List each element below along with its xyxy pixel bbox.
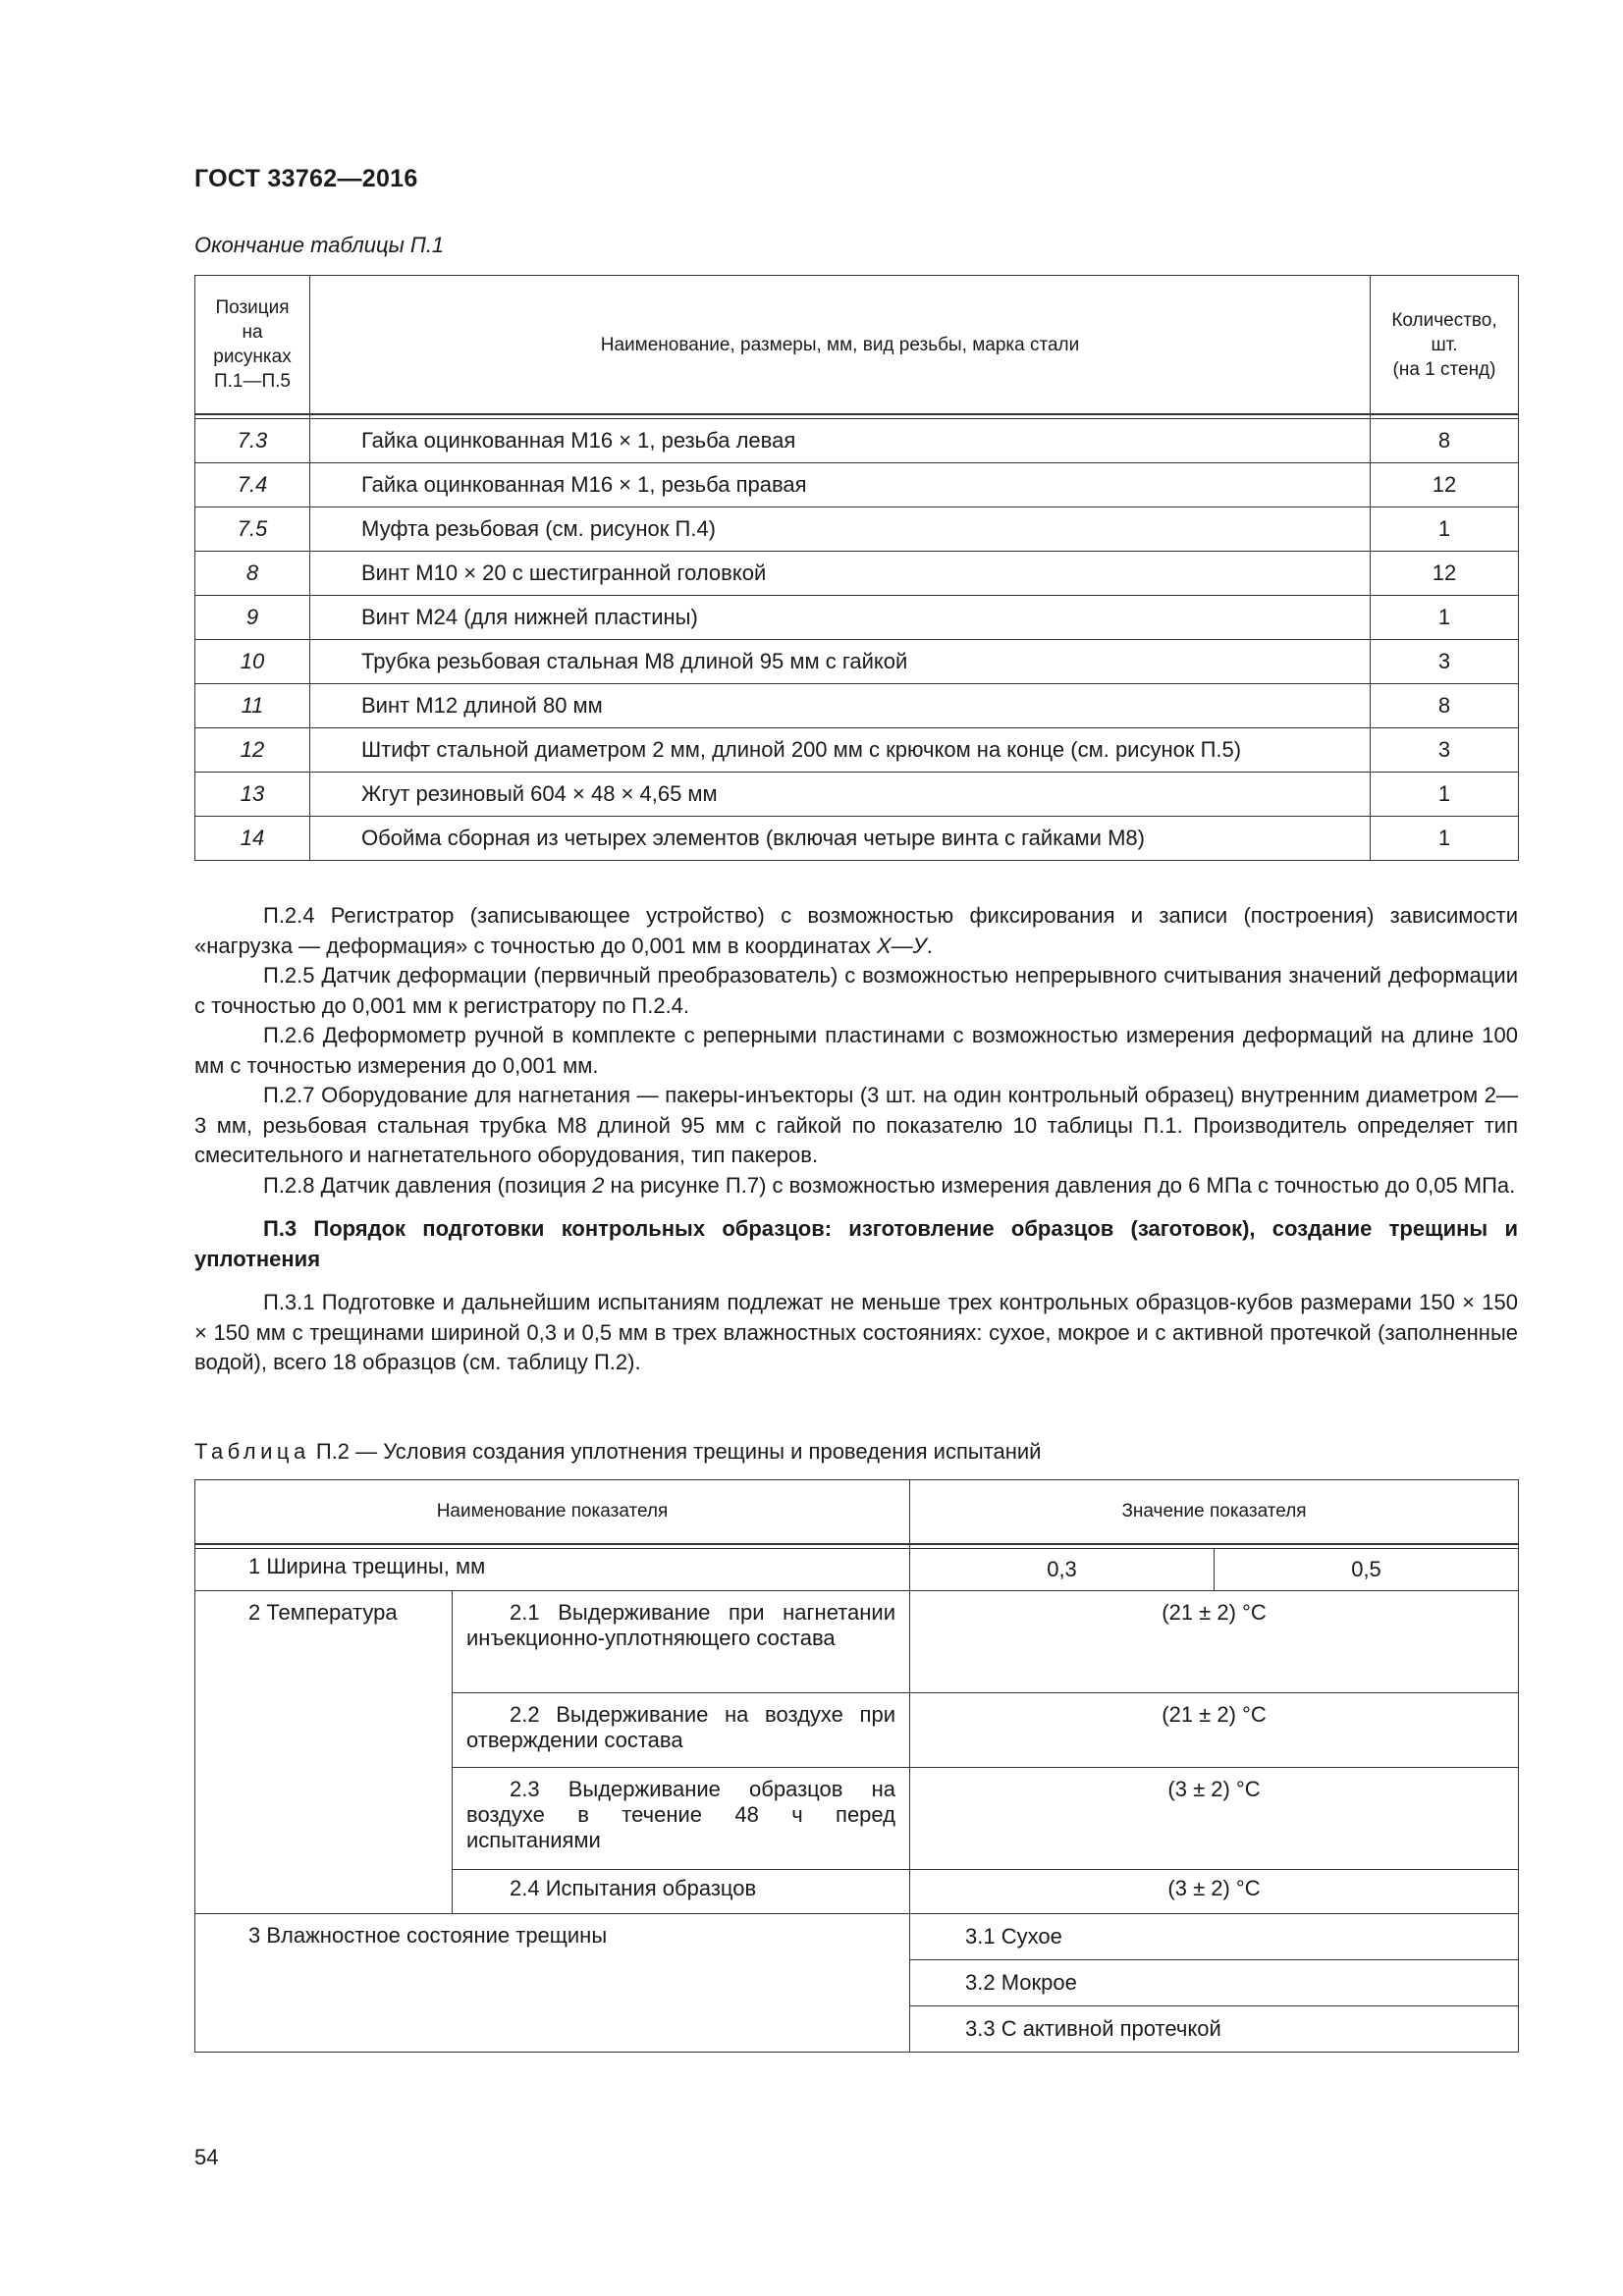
table-row xyxy=(195,1549,1519,1591)
row-name: Гайка оцинкованная М16 × 1, резьба правая xyxy=(310,463,1371,507)
table-header-row xyxy=(195,1480,1519,1545)
temperature-condition: 2.3 Выдерживание образцов на воздухе в течение 48 ч перед испытаниями xyxy=(453,1768,910,1870)
table-header-row xyxy=(195,276,1519,415)
row-position: 7.5 xyxy=(195,507,310,552)
column-header-indicator: Наименование показателя xyxy=(195,1480,910,1545)
row-name: Трубка резьбовая стальная М8 длиной 95 мм с гайкой xyxy=(310,640,1371,684)
row-position: 9 xyxy=(195,596,310,640)
row-position: 8 xyxy=(195,552,310,596)
row-position: 7.4 xyxy=(195,463,310,507)
document-code-header: ГОСТ 33762—2016 xyxy=(194,165,418,192)
table-row xyxy=(195,463,1519,507)
row-quantity: 1 xyxy=(1371,507,1519,552)
row-name: Винт М24 (для нижней пластины) xyxy=(310,596,1371,640)
row-position: 7.3 xyxy=(195,419,310,463)
page-number: 54 xyxy=(194,2145,219,2169)
row-quantity: 1 xyxy=(1371,817,1519,861)
position-number: 2 xyxy=(592,1172,605,1198)
paragraph-p2-7: П.2.7 Оборудование для нагнетания — пакеры-инъекторы (3 шт. на один контрольный образец) внутренним диаметром 2—3 мм, резьбовая стальная трубка М8 длиной 95 мм с гайкой по показателю 10 таблицы П.1. Производитель определяет тип смесительного и нагнетательного оборудования, тип пакеров. xyxy=(194,1083,1518,1167)
paragraph-p3-1: П.3.1 Подготовке и дальнейшим испытаниям подлежат не меньше трех контрольных образцов-кубов размерами 150 × 150 × 150 мм с трещинами шириной 0,3 и 0,5 мм в трех влажностных состояниях: сухое, мокрое и с активной протечкой (заполненные водой), всего 18 образцов (см. таблицу П.2). xyxy=(194,1290,1518,1374)
row-quantity: 1 xyxy=(1371,773,1519,817)
row-name: Винт М12 длиной 80 мм xyxy=(310,684,1371,728)
humidity-value: 3.1 Сухое xyxy=(910,1914,1519,1960)
row-position: 11 xyxy=(195,684,310,728)
paragraph-p2-6: П.2.6 Деформометр ручной в комплекте с реперными пластинами с возможностью измерения деформаций на длине 100 мм с точностью измерения до 0,001 мм. xyxy=(194,1023,1518,1078)
row-name: Жгут резиновый 604 × 48 × 4,65 мм xyxy=(310,773,1371,817)
table-row xyxy=(195,507,1519,552)
row-position: 13 xyxy=(195,773,310,817)
paragraph-p2-5: П.2.5 Датчик деформации (первичный преобразователь) с возможностью непрерывного считывания значений деформации с точностью до 0,001 мм к регистратору по П.2.4. xyxy=(194,963,1518,1018)
table-row xyxy=(195,773,1519,817)
table-row xyxy=(195,817,1519,861)
temperature-value: (21 ± 2) °С xyxy=(910,1693,1519,1768)
column-header-quantity: Количество, шт. (на 1 стенд) xyxy=(1371,276,1519,415)
section-heading-p3: П.3 Порядок подготовки контрольных образцов: изготовление образцов (заготовок), создание трещины и уплотнения xyxy=(194,1216,1518,1271)
column-header-value: Значение показателя xyxy=(910,1480,1519,1545)
temperature-value: (3 ± 2) °С xyxy=(910,1768,1519,1870)
paragraph-p2-4: П.2.4 Регистратор (записывающее устройство) с возможностью фиксирования и записи (построения) зависимости «нагрузка — деформация» с точностью до 0,001 мм в координатах X—У. xyxy=(194,903,1518,958)
coordinate-label: X—У xyxy=(876,933,927,958)
row-quantity: 1 xyxy=(1371,596,1519,640)
humidity-value: 3.2 Мокрое xyxy=(910,1960,1519,2006)
crack-width-value: 0,3 xyxy=(910,1549,1215,1591)
table-continuation-caption: Окончание таблицы П.1 xyxy=(194,233,445,257)
table-row xyxy=(195,552,1519,596)
temperature-condition: 2.2 Выдерживание на воздухе при отверждении состава xyxy=(453,1693,910,1768)
table2-caption: Таблица П.2 — Условия создания уплотнения трещины и проведения испытаний xyxy=(194,1439,1042,1464)
body-text xyxy=(194,901,1518,1378)
table-row xyxy=(195,684,1519,728)
row-quantity: 8 xyxy=(1371,419,1519,463)
row-label-crack-width: 1 Ширина трещины, мм xyxy=(195,1549,910,1591)
table-row xyxy=(195,1591,1519,1693)
table-row xyxy=(195,419,1519,463)
column-header-name: Наименование, размеры, мм, вид резьбы, марка стали xyxy=(310,276,1371,415)
parts-table xyxy=(194,275,1519,861)
row-name: Обойма сборная из четырех элементов (включая четыре винта с гайками М8) xyxy=(310,817,1371,861)
row-name: Муфта резьбовая (см. рисунок П.4) xyxy=(310,507,1371,552)
table-row xyxy=(195,728,1519,773)
temperature-value: (3 ± 2) °С xyxy=(910,1870,1519,1914)
row-name: Гайка оцинкованная М16 × 1, резьба левая xyxy=(310,419,1371,463)
table-row xyxy=(195,640,1519,684)
paragraph-p2-8: П.2.8 Датчик давления (позиция 2 на рисунке П.7) с возможностью измерения давления до 6 МПа с точностью до 0,05 МПа. xyxy=(263,1172,1516,1198)
row-quantity: 12 xyxy=(1371,552,1519,596)
temperature-condition: 2.4 Испытания образцов xyxy=(453,1870,910,1914)
row-label-temperature: 2 Температура xyxy=(195,1591,453,1914)
row-quantity: 8 xyxy=(1371,684,1519,728)
table-row xyxy=(195,1914,1519,1960)
row-name: Штифт стальной диаметром 2 мм, длиной 200 мм с крючком на конце (см. рисунок П.5) xyxy=(310,728,1371,773)
conditions-table xyxy=(194,1479,1519,2053)
row-quantity: 3 xyxy=(1371,640,1519,684)
humidity-value: 3.3 С активной протечкой xyxy=(910,2006,1519,2053)
table-row xyxy=(195,596,1519,640)
temperature-condition: 2.1 Выдерживание при нагнетании инъекционно-уплотняющего состава xyxy=(453,1591,910,1693)
temperature-value: (21 ± 2) °С xyxy=(910,1591,1519,1693)
row-position: 10 xyxy=(195,640,310,684)
crack-width-value: 0,5 xyxy=(1215,1549,1519,1591)
row-label-humidity: 3 Влажностное состояние трещины xyxy=(195,1914,910,2053)
row-position: 14 xyxy=(195,817,310,861)
row-name: Винт М10 × 20 с шестигранной головкой xyxy=(310,552,1371,596)
row-position: 12 xyxy=(195,728,310,773)
column-header-position: Позиция на рисунках П.1—П.5 xyxy=(195,276,310,415)
row-quantity: 3 xyxy=(1371,728,1519,773)
row-quantity: 12 xyxy=(1371,463,1519,507)
